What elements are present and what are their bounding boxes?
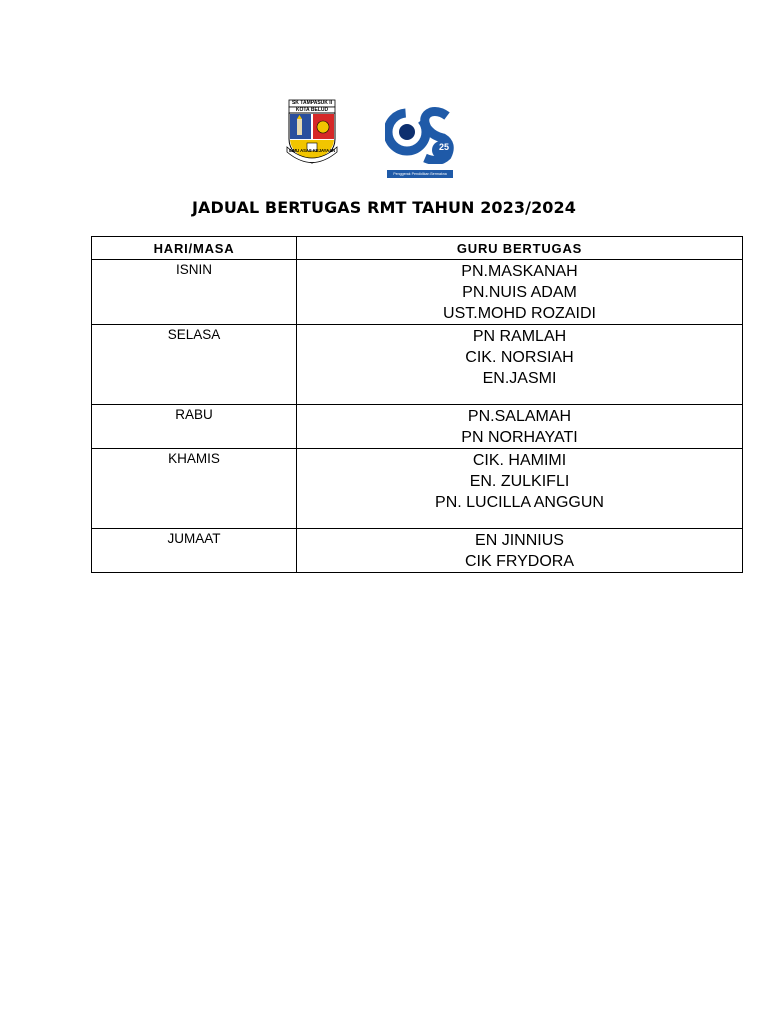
teacher-name: EN. ZULKIFLI <box>469 473 570 490</box>
school-motto: ILMU ASAS KEJAYAAN <box>288 148 336 153</box>
teacher-name: PN RAMLAH <box>472 328 567 345</box>
table-row <box>92 405 743 449</box>
day-cell: SELASA <box>92 325 297 405</box>
teacher-name: EN.JASMI <box>482 370 557 387</box>
cs-25-logo <box>385 98 455 180</box>
day-cell: ISNIN <box>92 260 297 325</box>
table-row <box>92 529 743 573</box>
school-crest-text <box>289 100 335 113</box>
teachers-cell <box>297 405 743 449</box>
teacher-name: PN.NUIS ADAM <box>462 284 577 301</box>
teachers-cell <box>297 529 743 573</box>
table-row <box>92 449 743 529</box>
day-cell: JUMAAT <box>92 529 297 573</box>
school-name-line-2: KOTA BELUD <box>295 106 329 113</box>
header-guru-bertugas: GURU BERTUGAS <box>297 237 743 260</box>
teachers-cell <box>297 260 743 325</box>
teachers-cell <box>297 449 743 529</box>
teachers-cell <box>297 325 743 405</box>
teacher-name: UST.MOHD ROZAIDI <box>443 305 596 322</box>
day-cell: RABU <box>92 405 297 449</box>
table-header-row <box>92 237 743 260</box>
header-hari-masa: HARI/MASA <box>92 237 297 260</box>
page-title: JADUAL BERTUGAS RMT TAHUN 2023/2024 <box>191 198 577 217</box>
teacher-name: PN.SALAMAH <box>467 408 572 425</box>
duty-schedule-table <box>91 236 743 573</box>
teacher-name: EN JINNIUS <box>475 532 564 549</box>
teacher-name: PN NORHAYATI <box>461 429 578 446</box>
teacher-name: CIK. HAMIMI <box>472 452 567 469</box>
cs-25-caption: Penggerak Pendidikan Bermakna <box>393 172 447 176</box>
school-name-line-1: SK TAMPASUK II <box>291 100 333 106</box>
teacher-name: PN.MASKANAH <box>461 263 578 280</box>
logos-row <box>0 98 768 180</box>
table-row <box>92 260 743 325</box>
teacher-name: CIK. NORSIAH <box>465 349 574 366</box>
cs-25-number: 25 <box>438 142 449 152</box>
teacher-name: CIK FRYDORA <box>464 553 575 570</box>
teacher-name: PN. LUCILLA ANGGUN <box>435 494 604 511</box>
table-row <box>92 325 743 405</box>
day-cell: KHAMIS <box>92 449 297 529</box>
